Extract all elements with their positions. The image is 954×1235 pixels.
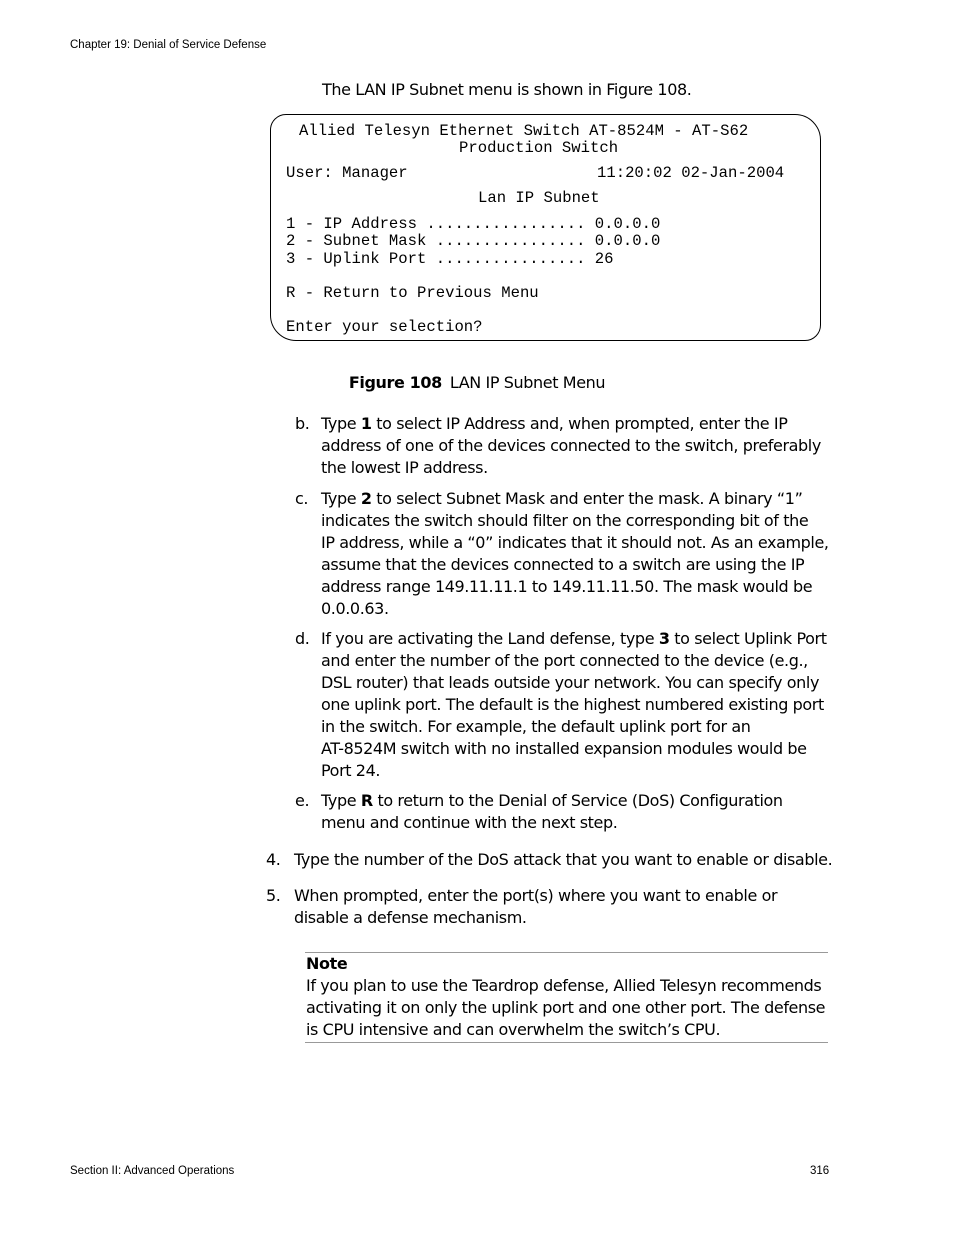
step-marker: b. <box>295 414 310 433</box>
step-line: assume that the devices connected to a switch are using the IP <box>321 555 805 574</box>
terminal-option-ip-address: 1 - IP Address ................. 0.0.0.0 <box>286 215 661 233</box>
note-line: activating it on only the uplink port and one other port. The defense <box>306 998 826 1017</box>
chapter-header: Chapter 19: Denial of Service Defense <box>70 39 267 51</box>
figure-label: Figure 108 <box>348 373 442 392</box>
step-line: disable a defense mechanism. <box>294 908 527 927</box>
step-line: and enter the number of the port connected to the device (e.g., <box>321 651 808 670</box>
key-r: R <box>360 791 373 810</box>
note-line: is CPU intensive and can overwhelm the switch’s CPU. <box>306 1020 721 1039</box>
terminal-user: User: Manager <box>286 164 408 182</box>
terminal-title: Allied Telesyn Ethernet Switch AT-8524M - AT-S62 <box>299 122 749 140</box>
terminal-time: 11:20:02 02-Jan-2004 <box>597 164 785 182</box>
step-line: menu and continue with the next step. <box>321 813 618 832</box>
step-line: Type the number of the DoS attack that you want to enable or disable. <box>294 850 833 869</box>
terminal-option-return: R - Return to Previous Menu <box>286 284 539 302</box>
step-line: Port 24. <box>321 761 381 780</box>
key-2: 2 <box>360 489 372 508</box>
note-box <box>306 953 830 1041</box>
terminal-screen <box>270 114 821 341</box>
step-line: AT-8524M switch with no installed expansion modules would be <box>321 739 807 758</box>
step-line: the lowest IP address. <box>321 458 488 477</box>
step-line: Type 1 to select IP Address and, when prompted, enter the IP <box>321 414 788 433</box>
key-3: 3 <box>658 629 670 648</box>
step-line: If you are activating the Land defense, type 3 to select Uplink Port <box>321 629 827 648</box>
step-line: indicates the switch should filter on the corresponding bit of the <box>321 511 809 530</box>
step-line: address of one of the devices connected to the switch, preferably <box>321 436 821 455</box>
terminal-prompt: Enter your selection? <box>286 318 483 336</box>
page-number: 316 <box>810 1165 830 1177</box>
step-marker: c. <box>295 489 309 508</box>
note-line: If you plan to use the Teardrop defense, Allied Telesyn recommends <box>306 976 822 995</box>
figure-caption <box>0 372 954 394</box>
step-line: Type R to return to the Denial of Service (DoS) Configuration <box>321 791 783 810</box>
note-bottom-rule <box>305 1042 828 1043</box>
step-line: DSL router) that leads outside your network. You can specify only <box>321 673 820 692</box>
note-title: Note <box>306 954 348 973</box>
step-line: 0.0.0.63. <box>321 599 389 618</box>
step-line: When prompted, enter the port(s) where you want to enable or <box>294 886 778 905</box>
terminal-menu-title: Lan IP Subnet <box>478 189 600 207</box>
terminal-subtitle: Production Switch <box>459 139 619 157</box>
step-line: one uplink port. The default is the highest numbered existing port <box>321 695 824 714</box>
step-marker: e. <box>295 791 310 810</box>
terminal-option-uplink-port: 3 - Uplink Port ................ 26 <box>286 250 614 268</box>
step-marker: d. <box>295 629 310 648</box>
step-marker: 5. <box>266 886 281 905</box>
step-line: IP address, while a “0” indicates that it should not. As an example, <box>321 533 829 552</box>
intro-text: The LAN IP Subnet menu is shown in Figure 108. <box>322 80 692 99</box>
step-line: Type 2 to select Subnet Mask and enter the mask. A binary “1” <box>321 489 803 508</box>
terminal-option-subnet-mask: 2 - Subnet Mask ................ 0.0.0.0 <box>286 232 661 250</box>
footer-section: Section II: Advanced Operations <box>70 1165 235 1177</box>
step-line: in the switch. For example, the default uplink port for an <box>321 717 751 736</box>
step-marker: 4. <box>266 850 281 869</box>
step-line: address range 149.11.11.1 to 149.11.11.50. The mask would be <box>321 577 813 596</box>
figure-title: LAN IP Subnet Menu <box>449 373 606 392</box>
key-1: 1 <box>360 414 372 433</box>
